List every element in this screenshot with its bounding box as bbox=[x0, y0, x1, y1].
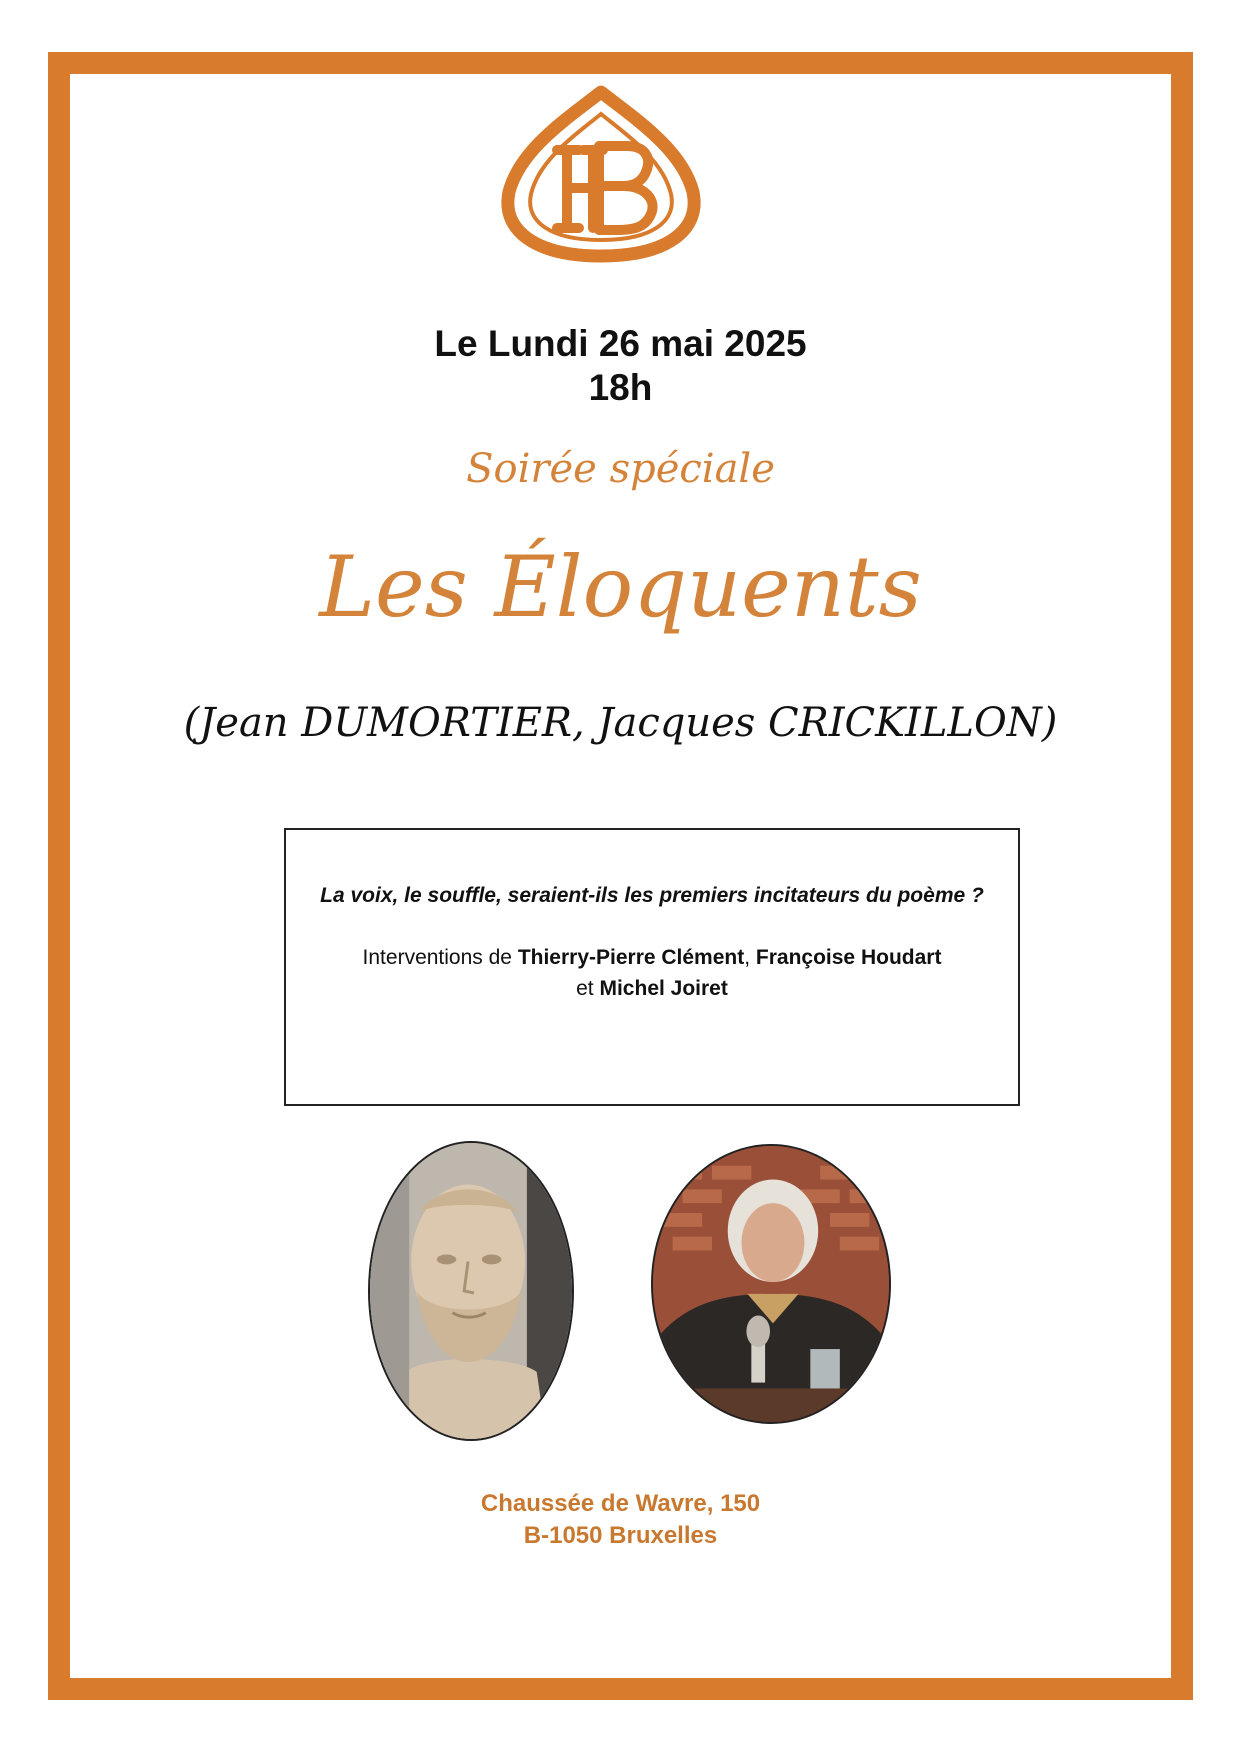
speaker-name: Thierry-Pierre Clément bbox=[517, 946, 745, 969]
event-authors: (Jean DUMORTIER, Jacques CRICKILLON) bbox=[183, 700, 1058, 746]
event-subtitle: Soirée spéciale bbox=[466, 446, 775, 492]
time-line: 18h bbox=[588, 367, 653, 408]
interventions-text bbox=[308, 942, 996, 1004]
hb-monogram-logo bbox=[495, 80, 707, 268]
event-title: Les Éloquents bbox=[319, 538, 922, 636]
description-box bbox=[284, 828, 1020, 1106]
date-line: Le Lundi 26 mai 2025 bbox=[434, 323, 807, 364]
address-line-2: B-1050 Bruxelles bbox=[523, 1522, 718, 1549]
event-date bbox=[0, 322, 1241, 410]
sculpted-bust-portrait bbox=[368, 1141, 574, 1441]
separator: , bbox=[744, 946, 756, 969]
speaker-name: Michel Joiret bbox=[599, 977, 728, 1000]
venue-address bbox=[0, 1488, 1241, 1552]
address-line-1: Chaussée de Wavre, 150 bbox=[480, 1490, 761, 1517]
poet-portrait bbox=[651, 1144, 891, 1424]
question-text: La voix, le souffle, seraient-ils les premiers incitateurs du poème ? bbox=[320, 884, 984, 907]
speaker-name: Françoise Houdart bbox=[755, 946, 942, 969]
interventions-prefix: Interventions de bbox=[362, 946, 518, 969]
conjunction: et bbox=[576, 977, 594, 1000]
